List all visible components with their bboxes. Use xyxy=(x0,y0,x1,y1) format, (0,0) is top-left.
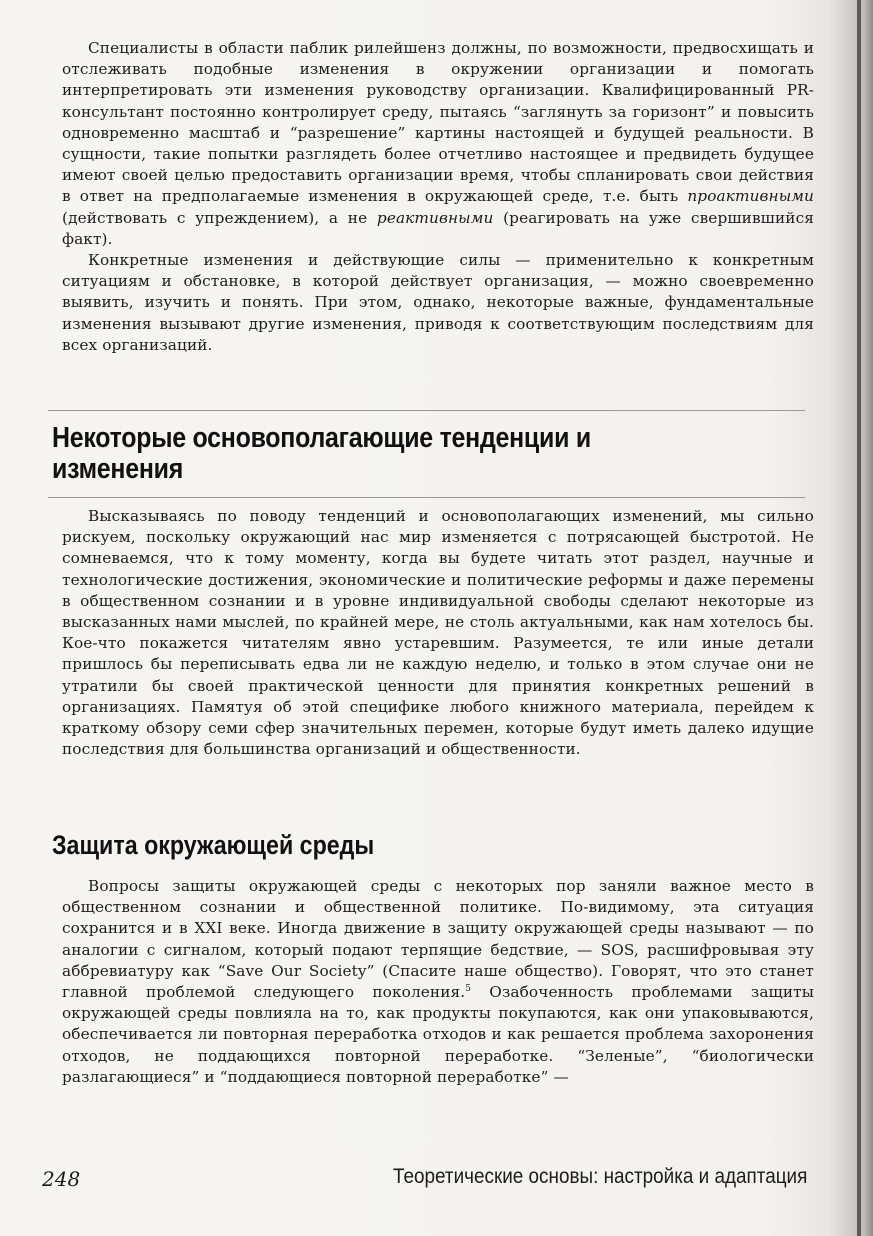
running-title: Теоретические основы: настройка и адаптация xyxy=(392,1165,807,1188)
section-title: Некоторые основополагающие тенденции и изменения xyxy=(52,422,591,485)
term-reactive: реактивными xyxy=(376,208,494,227)
term-proactive: проактивными xyxy=(687,187,814,206)
footnote-marker: 5 xyxy=(465,983,472,994)
subsection-text xyxy=(62,876,814,1088)
intro-text xyxy=(62,38,814,356)
section-paragraph: Высказываясь по поводу тенденций и основополагающих изменений, мы сильно рискуем, поскольку окружающий нас мир изменяется с потрясающей быстротой. Не сомневаемся, что к тому моменту, когда вы будете читать этот раздел, научные и технологические достижения, экономические и политические реформы и даже перемены в общественном сознании и в уровне индивидуальной свободы сделают некоторые из высказанных нами мыслей, по крайней мере, не столь актуальными, как нам хотелось бы. Кое-что покажется читателям явно устаревшим. Разумеется, те или иные детали пришлось бы переписывать едва ли не каждую неделю, и только в этом случае они не утратили бы своей практической ценности для принятия конкретных решений в организациях. Памятуя об этой специфике любого книжного материала, перейдем к краткому обзору семи сфер значительных перемен, которые будут иметь далеко идущие последствия для большинства организаций и общественности. xyxy=(62,507,814,759)
subsection-text-b: Озабоченность проблемами защиты окружающей среды повлияла на то, как продукты покупаются, как они упаковываются, обеспечивается ли повторная переработка отходов и как решается проблема захоронения отходов, не поддающихся повторной переработке. “Зеленые”, “биологически разлагающиеся” и “поддающиеся повторной переработке” — xyxy=(62,983,815,1086)
intro-paragraph-2: Конкретные изменения и действующие силы — применительно к конкретным ситуациям и обстановке, в которой действует организация, — можно своевременно выявить, изучить и понять. При этом, однако, некоторые важные, фундаментальные изменения вызывают другие изменения, приводя к соответствующим последствиям для всех организаций. xyxy=(62,251,814,354)
page-number: 248 xyxy=(42,1167,81,1191)
intro-text-1a: Специалисты в области паблик рилейшенз должны, по возможности, предвосхищать и отслеживать подобные изменения в окружении организации и помогать интерпретировать эти изменения руководству организации. Квалифицированный PR-консультант постоянно контролирует среду, пытаясь “заглянуть за горизонт” и повысить одновременно масштаб и “разрешение” картины настоящей и будущей реальности. В сущности, такие попытки разглядеть более отчетливо настоящее и предвидеть будущее имеют своей целью предоставить организации время, чтобы спланировать свои действия в ответ на предполагаемые изменения в окружающей среде, т.е. быть xyxy=(62,39,814,206)
intro-text-1c: (реагировать на уже свершившийся факт). xyxy=(62,208,814,248)
book-spine-shadow xyxy=(857,0,861,1236)
section-text xyxy=(62,506,814,760)
subsection-text-a: Вопросы защиты окружающей среды с некоторых пор заняли важное место в общественном сознании и общественной политике. По-видимому, эта ситуация сохранится и в XXI веке. Иногда движение в защиту окружающей среды называют — по аналогии с сигналом, который подают терпящие бедствие, — SOS, расшифровывая эту аббревиатуру как “Save Our Society” (Спасите наше общество). Говорят, что это станет главной проблемой следующего поколения. xyxy=(62,877,814,1002)
section-rule-top xyxy=(48,410,805,411)
section-rule-bottom xyxy=(48,497,805,498)
subsection-paragraph xyxy=(62,876,814,1088)
subsection-title: Защита окружающей среды xyxy=(52,830,375,860)
intro-text-1b: (действовать с упреждением), а не xyxy=(62,208,377,227)
intro-paragraph-1 xyxy=(62,38,814,250)
